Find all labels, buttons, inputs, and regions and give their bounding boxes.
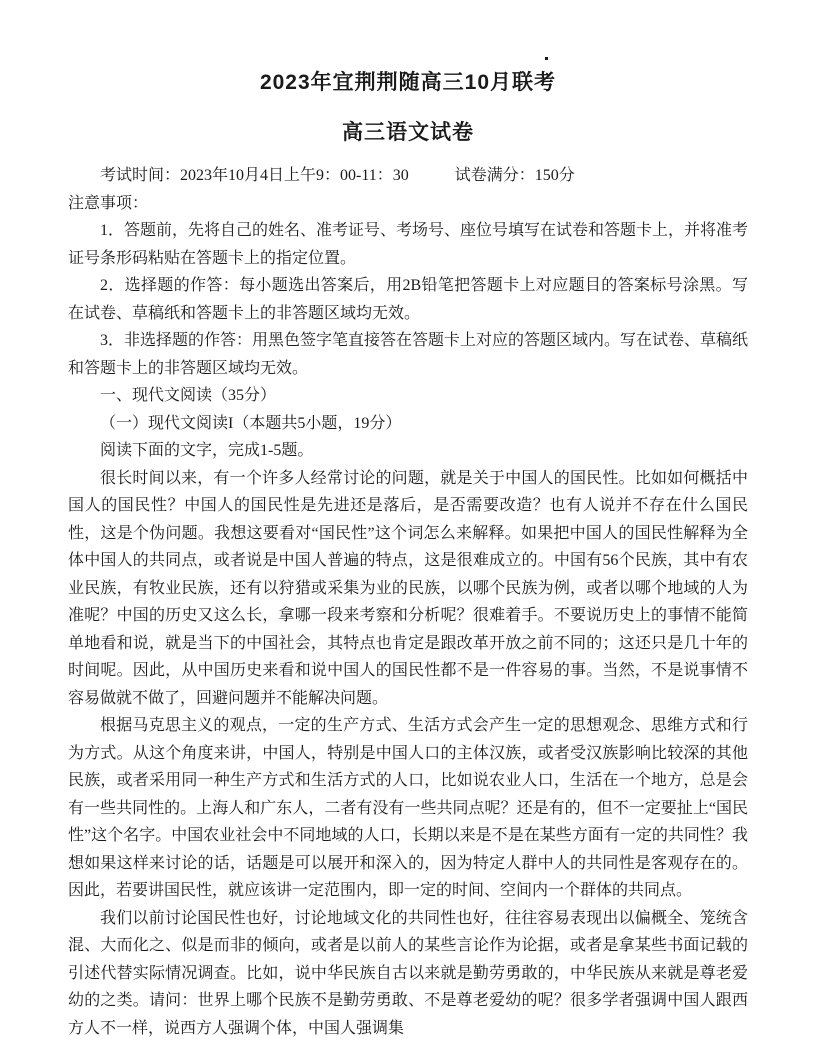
exam-title: 2023年宜荆荆随高三10月联考 bbox=[259, 71, 557, 94]
section-heading: 一、现代文阅读（35分） bbox=[100, 387, 277, 404]
exam-full-score-text: 试卷满分：150分 bbox=[454, 167, 575, 184]
passage-paragraph-2: 根据马克思主义的观点，一定的生产方式、生活方式会产生一定的思想观念、思维方式和行为方式。从这个角度来讲，中国人，特别是中国人口的主体汉族，或者受汉族影响比较深的其他民族，或者采用同一种生产方式和生活方式的人口，比如说农业人口，生活在一个地方，总是会有一些共同性的。上海人和广东人，二者有没有一些共同点呢？还是有的，但不一定要扯上“国民性”这个名字。中国农业社会中不同地域的人口，长期以来是不是在某些方面有一定的共同性？我想如果这样来讨论的话，话题是可以展开和深入的，因为特定人群中人的共同性是客观存在的。因此，若要讲国民性，就应该讲一定范围内，即一定的时间、空间内一个群体的共同点。 bbox=[68, 717, 748, 899]
subsection-heading: （一）现代文阅读I（本题共5小题，19分） bbox=[100, 414, 402, 432]
passage-paragraph-3: 我们以前讨论国民性也好，讨论地域文化的共同性也好，往往容易表现出以偏概全、笼统含混、大而化之、似是而非的倾向，或者是以前人的某些言论作为论据，或者是拿某些书面记载的引述代替实际情况调查。比如，说中华民族自古以来就是勤劳勇敢的，中华民族从来就是尊老爱幼的之类。请问：世界上哪个民族不是勤劳勇敢、不是尊老爱幼的呢？很多学者强调中国人跟西方人不一样，说西方人强调个体，中国人强调集 bbox=[68, 909, 748, 1037]
reading-instruction: 阅读下面的文字，完成1-5题。 bbox=[100, 442, 314, 459]
exam-subtitle: 高三语文试卷 bbox=[342, 121, 474, 144]
notice-item-3: 3．非选择题的作答：用黑色签字笔直接答在答题卡上对应的答题区域内。写在试卷、草稿纸和答题卡上的非答题区域均无效。 bbox=[68, 332, 749, 377]
exam-info-line bbox=[68, 162, 748, 190]
notice-item-2: 2．选择题的作答：每小题选出答案后，用2B铅笔把答题卡上对应题目的答案标号涂黑。写在试卷、草稿纸和答题卡上的非答题区域均无效。 bbox=[68, 277, 748, 322]
notices-heading: 注意事项： bbox=[68, 194, 149, 212]
exam-time-text: 考试时间：2023年10月4日上午9：00-11：30 bbox=[100, 167, 409, 184]
passage-paragraph-1: 很长时间以来，有一个许多人经常讨论的问题，就是关于中国人的国民性。比如如何概括中国人的国民性？中国人的国民性是先进还是落后，是否需要改造？也有人说并不存在什么国民性，这是个伪问题。我想这要看对“国民性”这个词怎么来解释。如果把中国人的国民性解释为全体中国人的共同点，或者说是中国人普遍的特点，这是很难成立的。中国有56个民族，其中有农业民族，有牧业民族，还有以狩猎或采集为业的民族，以哪个民族为例，或者以哪个地域的人为准呢？中国的历史又这么长，拿哪一段来考察和分析呢？很难着手。不要说历史上的事情不能简单地看和说，就是当下的中国社会，其特点也肯定是跟改革开放之前不同的；这还只是几十年的时间呢。因此，从中国历史来看和说中国人的国民性都不是一件容易的事。当然，不是说事情不容易做就不做了，回避问题并不能解决问题。 bbox=[68, 469, 748, 707]
stray-dot-mark bbox=[545, 57, 548, 60]
notice-item-1: 1．答题前，先将自己的姓名、准考证号、考场号、座位号填写在试卷和答题卡上，并将准考证号条形码粘贴在答题卡上的指定位置。 bbox=[68, 222, 749, 267]
